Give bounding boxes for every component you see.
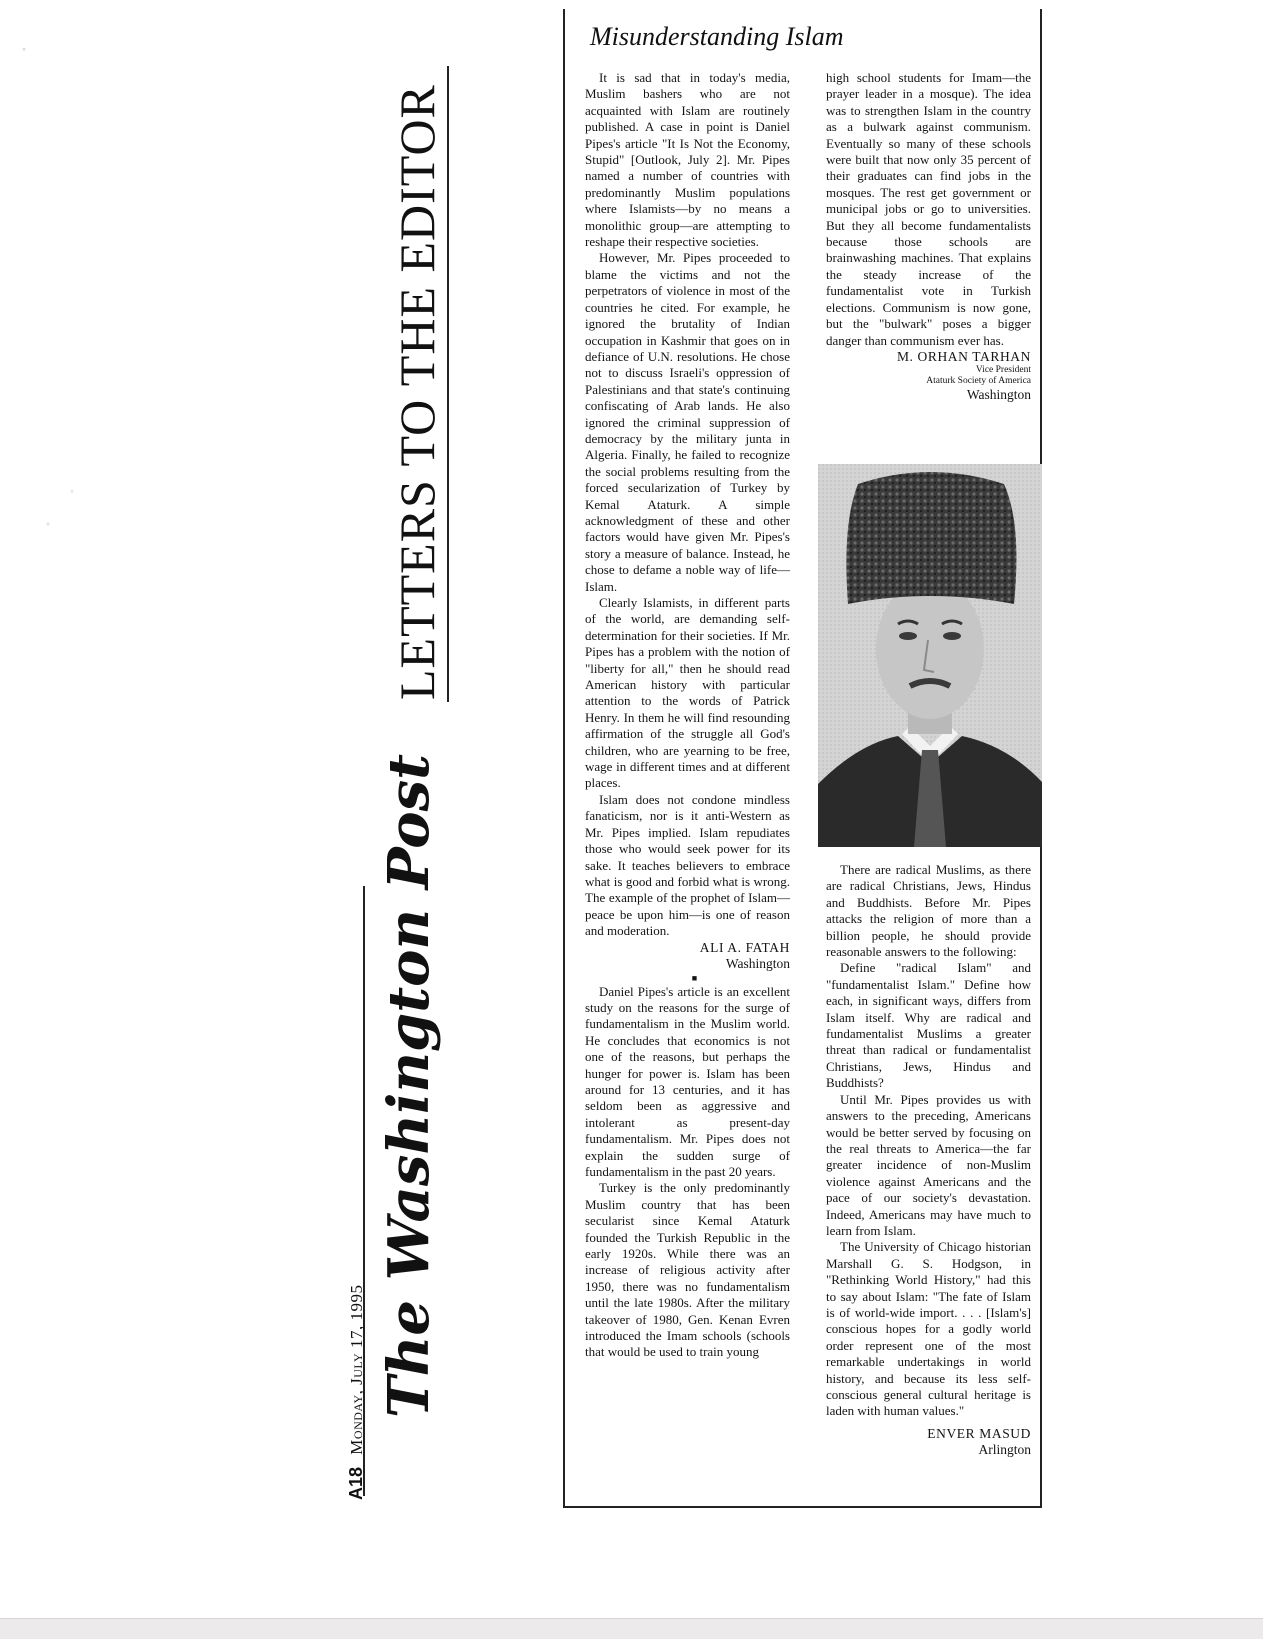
letter-author: ENVER MASUD xyxy=(927,1425,1031,1441)
portrait-photo xyxy=(818,464,1042,847)
letter-author: ALI A. FATAH xyxy=(699,939,790,955)
paragraph: Daniel Pipes's article is an excellent study on the reasons for the surge of fundamentalism in the Muslim world. He concludes that economics is not one of the reasons, but perhaps the hunger for power is. Islam has been around for 13 centuries, and it has seldom been as aggressive and intolerant as present-day fundamentalism. Mr. Pipes does not explain the sudden surge of fundamentalism in the past 20 years. xyxy=(585,983,790,1179)
letter-city: Washington xyxy=(966,386,1031,402)
article-column-right-top xyxy=(826,70,1031,403)
letter-city: Arlington xyxy=(978,1441,1031,1457)
paragraph: Turkey is the only predominantly Muslim country that has been secularist since Kemal Ataturk founded the Turkish Republic in the early 1920s. While there was an increase of religious activity after 1950, there was no fundamentalism until the late 1980s. After the military takeover of 1980, Gen. Kenan Evren introduced the Imam schools (schools that would be used to train young xyxy=(585,1180,790,1360)
author-title: Vice President xyxy=(975,364,1031,375)
paragraph: Clearly Islamists, in different parts of the world, are demanding self-determination for their societies. If Mr. Pipes has a problem with the notion of "liberty for all," then he should read American history with particular attention to the words of Patrick Henry. In them he will find resounding affirmation of the struggle all God's children, who are yearning to be free, wage in different times and at different places. xyxy=(585,595,790,791)
paragraph: The University of Chicago historian Marshall G. S. Hodgson, in "Rethinking World History," had this to say about Islam: "The fate of Islam is of world-wide import. . . . [Islam's] conscious hopes for a godly world order represent one of the most remarkable undertakings in world history, and because its less self-conscious general cultural heritage is laden with human values." xyxy=(826,1239,1031,1419)
article-column-right-bottom xyxy=(826,862,1031,1458)
dateline xyxy=(346,1285,367,1500)
letter-author: M. ORHAN TARHAN xyxy=(896,348,1031,364)
paper-name: The Washington Post xyxy=(376,754,442,1418)
paragraph: There are radical Muslims, as there are radical Christians, Jews, Hindus and Buddhists. Before Mr. Pipes attacks the religion of more than a billion people, he should provide reasonable answers to the following: xyxy=(826,862,1031,960)
section-title: LETTERS TO THE EDITOR xyxy=(389,84,445,700)
paragraph: Define "radical Islam" and "fundamentalist Islam." Define how each, in significant ways, differs from Islam itself. Why are radical and fundamentalist Muslims a greater threat than radical or fundamentalist Christians, Jews, Hindus and Buddhists? xyxy=(826,960,1031,1091)
article-column-left xyxy=(585,70,790,1361)
paragraph-continued: high school students for Imam—the prayer leader in a mosque). The idea was to strengthen Islam in the country as a bulwark against communism. Eventually so many of these schools were built that now only 35 percent of their graduates can find jobs in the mosques. The rest get government or municipal jobs or go to universities. But they all become fundamentalists because those schools are brainwashing machines. That explains the steady increase of the fundamentalist vote in Turkish elections. Communism is now gone, but the "bulwark" poses a bigger danger than communism ever has. xyxy=(826,70,1031,348)
letter-separator: ■ xyxy=(691,972,698,983)
scanner-edge xyxy=(0,1618,1263,1639)
section-title-rule xyxy=(447,66,449,702)
scan-noise xyxy=(0,0,120,1638)
paragraph: However, Mr. Pipes proceeded to blame the victims and not the perpetrators of violence in most of the countries he cited. For example, he ignored the brutality of Indian occupation in Kashmir that goes on in defiance of U.N. resolutions. He chose not to discuss Israeli's oppression of Palestinians and that state's continuing confiscating of Arab lands. He also ignored the criminal suppression of democracy by the military junta in Algeria. Finally, he failed to recognize the social problems resulting from the forced secularization of Turkey by Kemal Ataturk. A simple acknowledgment of these and other factors would have given Mr. Pipes's story a measure of balance. Instead, he chose to defame a noble way of life—Islam. xyxy=(585,250,790,594)
author-organization: Ataturk Society of America xyxy=(926,375,1031,386)
page-number: A18 xyxy=(346,1466,366,1500)
letter-city: Washington xyxy=(725,955,790,971)
paragraph: It is sad that in today's media, Muslim bashers who are not acquainted with Islam are routinely published. A case in point is Daniel Pipes's article "It Is Not the Economy, Stupid" [Outlook, July 2]. Mr. Pipes named a number of countries with predominantly Muslim populations where Islamists—by no means a monolithic group—are attempting to reshape their respective societies. xyxy=(585,70,790,250)
article-headline: Misunderstanding Islam xyxy=(590,22,844,51)
issue-date: Monday, July 17, 1995 xyxy=(347,1284,366,1455)
paragraph: Islam does not condone mindless fanaticism, nor is it anti-Western as Mr. Pipes implied. Islam repudiates those who would seek power for its sake. It teaches believers to embrace what is good and forbid what is wrong. The example of the prophet of Islam—peace be upon him—is one of reason and moderation. xyxy=(585,791,790,939)
paragraph: Until Mr. Pipes provides us with answers to the preceding, Americans would be better served by focusing on the real threats to America—the far greater incidence of non-Muslim violence against Americans and the pace of our society's devastation. Indeed, Americans may have much to learn from Islam. xyxy=(826,1091,1031,1238)
